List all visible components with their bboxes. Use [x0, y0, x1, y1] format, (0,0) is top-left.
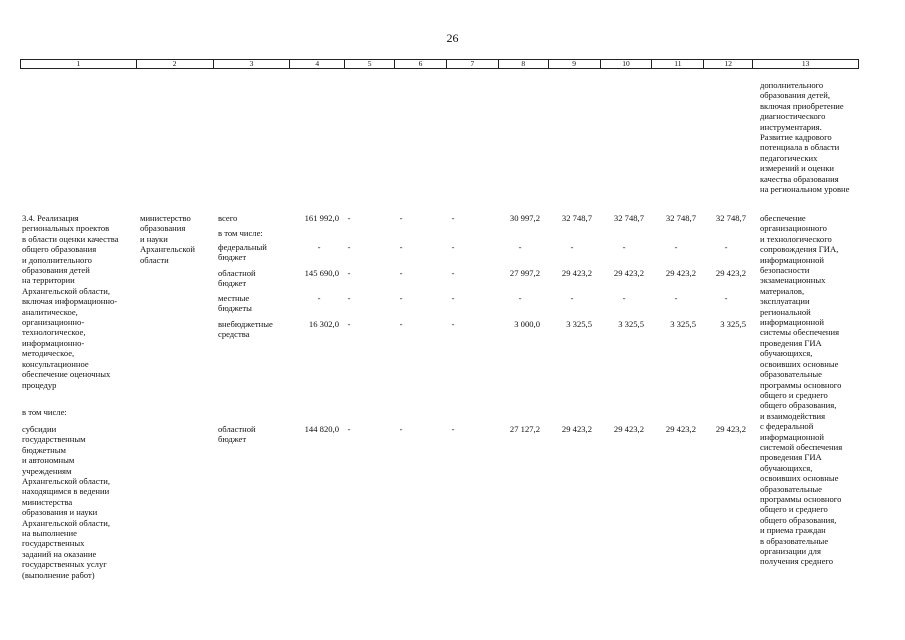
funding-value: 32 748,7 [561, 213, 592, 223]
funding-value: 3 000,0 [514, 319, 540, 329]
table-header-row [20, 59, 859, 69]
funding-value: 145 690,0 [304, 268, 339, 278]
funding-value: 161 992,0 [304, 213, 339, 223]
funding-value: - [451, 319, 455, 329]
funding-value: - [399, 268, 403, 278]
funding-value: - [399, 242, 403, 252]
funding-value: 29 423,2 [561, 268, 592, 278]
funding-source-label: областной бюджет [218, 268, 256, 289]
funding-value: - [347, 268, 351, 278]
subsidy-value: 144 820,0 [304, 424, 339, 434]
funding-source-label: в том числе: [218, 228, 263, 238]
funding-value: - [347, 213, 351, 223]
section-result: обеспечение организационного и технологического сопровождения ГИА, информационной безопасности экзаменационных материалов, эксплуатации региональной информационной системы обеспечения проведения ГИА обучающихся, освоивших основные образовательные программы основного общего и среднего общего образования, и взаимодействия с федеральной информационной системой обеспечения проведения ГИА обучающихся, освоивших основные образовательные программы основного общего и среднего общего образования, и приема граждан в образовательные организации для получения среднего [760, 213, 843, 567]
funding-source-label: федеральный бюджет [218, 242, 267, 263]
funding-value: - [451, 242, 455, 252]
subsidy-value: 29 423,2 [665, 424, 696, 434]
funding-value: 3 325,5 [720, 319, 746, 329]
section-name: 3.4. Реализация региональных проектов в области оценки качества общего образования и дополнительного образования детей на территории Архангельской области, включая информационно- аналитическое, организационно- технологическое, информационно- методическое, консультационное обеспечение оценочных процедур [22, 213, 119, 390]
funding-value: - [674, 293, 678, 303]
funding-value: - [622, 293, 626, 303]
header-col-13: 13 [801, 59, 810, 68]
funding-value: - [451, 293, 455, 303]
subsidy-value: 29 423,2 [561, 424, 592, 434]
funding-value: 16 302,0 [308, 319, 339, 329]
funding-value: - [347, 242, 351, 252]
section-executor: министерство образования и науки Архангельской области [140, 213, 195, 265]
funding-value: 27 997,2 [509, 268, 540, 278]
funding-value: - [317, 293, 321, 303]
funding-value: - [347, 319, 351, 329]
funding-source-label: местные бюджеты [218, 293, 252, 314]
funding-source-label: всего [218, 213, 238, 223]
header-col-8: 8 [499, 60, 549, 68]
funding-value: - [518, 293, 522, 303]
header-col-1: 1 [21, 60, 137, 68]
funding-value: 30 997,2 [509, 213, 540, 223]
funding-value: 29 423,2 [665, 268, 696, 278]
header-col-7: 7 [447, 60, 499, 68]
funding-value: 32 748,7 [715, 213, 746, 223]
funding-value: - [347, 293, 351, 303]
header-col-3: 3 [214, 60, 291, 68]
subsidy-value: - [451, 424, 455, 434]
funding-value: - [570, 293, 574, 303]
funding-value: 32 748,7 [665, 213, 696, 223]
funding-value: - [674, 242, 678, 252]
subsidy-source-label: областной бюджет [218, 424, 256, 445]
header-col-10: 10 [601, 60, 653, 68]
funding-value: 29 423,2 [613, 268, 644, 278]
subsidy-value: 27 127,2 [509, 424, 540, 434]
funding-value: 32 748,7 [613, 213, 644, 223]
funding-value: - [724, 242, 728, 252]
funding-value: - [518, 242, 522, 252]
funding-value: - [317, 242, 321, 252]
header-col-2: 2 [137, 60, 214, 68]
header-col-6: 6 [395, 60, 447, 68]
funding-value: 3 325,5 [670, 319, 696, 329]
subsidy-value: 29 423,2 [613, 424, 644, 434]
subsidy-value: 29 423,2 [715, 424, 746, 434]
funding-value: - [451, 213, 455, 223]
header-col-12: 12 [704, 60, 753, 68]
header-col-9: 9 [549, 60, 601, 68]
header-col-11: 11 [652, 60, 704, 68]
funding-value: 29 423,2 [715, 268, 746, 278]
including-label: в том числе: [22, 407, 67, 417]
funding-value: - [622, 242, 626, 252]
funding-value: - [399, 319, 403, 329]
funding-value: - [570, 242, 574, 252]
funding-value: 3 325,5 [618, 319, 644, 329]
header-col-5: 5 [345, 60, 395, 68]
funding-source-label: внебюджетные средства [218, 319, 273, 340]
subsidy-name: субсидии государственным бюджетным и автономным учреждениям Архангельской области, находящимся в ведении министерства образования и науки Архангельской области, на выполнение государственных заданий на оказание государственных услуг (выполнение работ) [22, 424, 111, 580]
funding-value: - [724, 293, 728, 303]
header-col-4: 4 [290, 60, 345, 68]
funding-value: - [399, 213, 403, 223]
funding-value: 3 325,5 [566, 319, 592, 329]
funding-value: - [399, 293, 403, 303]
page-number: 26 [446, 31, 459, 45]
column13-continued-text: дополнительного образования детей, включая приобретение диагностического инструментария. Развитие кадрового потенциала в области педагогических измерений и оценки качества образования на региональном уровне [760, 80, 850, 195]
funding-value: - [451, 268, 455, 278]
subsidy-value: - [347, 424, 351, 434]
subsidy-value: - [399, 424, 403, 434]
